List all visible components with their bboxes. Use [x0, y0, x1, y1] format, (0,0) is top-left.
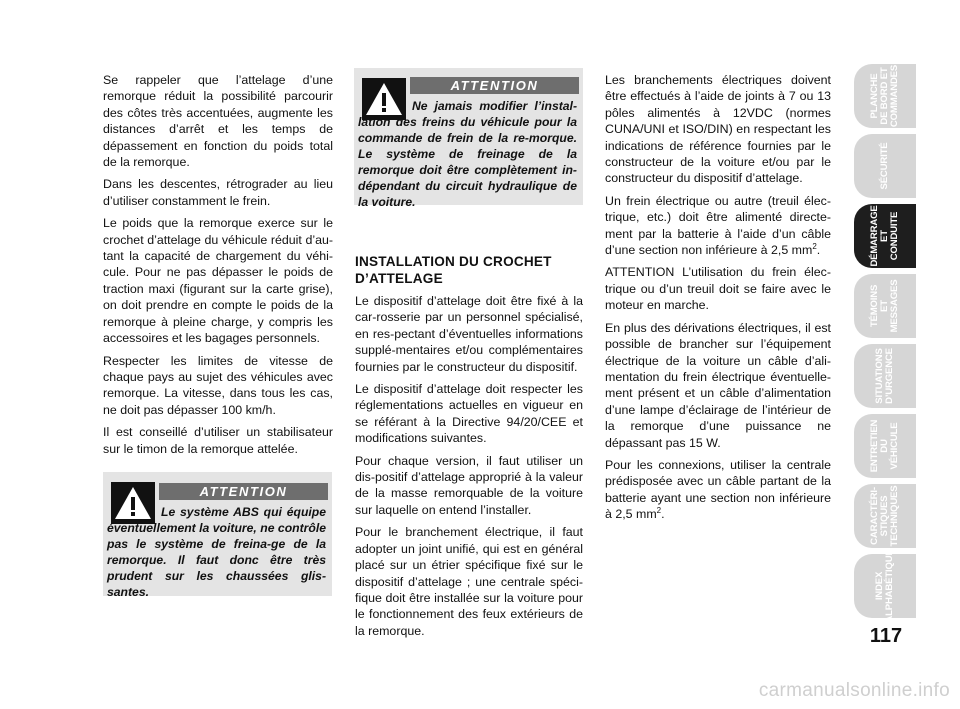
tab-label: PLANCHE DE BORD ET COMMANDES: [869, 64, 900, 128]
tab-label: TÉMOINS ET MESSAGES: [869, 279, 900, 333]
paragraph: En plus des dérivations électriques, il est possible de brancher sur l’équipement électrique de la voiture un câble d’ali-mentation du frein électrique éventuelle-ment présent et un câble d’alimentation d’une lampe d’éclairage de l’intérieur de la remorque d’une puissance ne dépassant pas 15 W.: [605, 320, 831, 450]
paragraph: Respecter les limites de vitesse de chaque pays au sujet des véhicules avec remorque. La vitesse, dans tous les cas, ne doit pas dépasser 100 km/h.: [103, 353, 333, 417]
warning-text: Ne jamais modifier l’instal-lation des freins du véhicule pour la commande de frein de la re-morque. Le système de freinage de la remorque doit être complètement in-dépendant du circuit hydraulique de la voiture.: [358, 99, 577, 209]
paragraph: Le dispositif d’attelage doit respecter les réglementations actuelles en vigueur en se référant à la Directive 94/20/CEE et modifications suivantes.: [355, 382, 583, 446]
paragraph: Pour chaque version, il faut utiliser un dis-positif d’attelage approprié à la valeur de la masse remorquable de la voiture sur laquelle on entend l’installer.: [355, 453, 583, 517]
tab-label: CARACTÉRI- STIQUES TECHNIQUES: [869, 485, 900, 547]
watermark: carmanualsonline.info: [758, 680, 950, 701]
superscript: 2: [812, 241, 817, 251]
warning-box-brakes: [354, 68, 583, 209]
paragraph: Se rappeler que l’attelage d’une remorque réduit la possibilité parcourir des côtes très accentuées, augmente les distances d’arrêt et les temps de dépassement en fonction du poids total de la remorque.: [103, 73, 333, 170]
tab-label: SÉCURITÉ: [879, 142, 890, 190]
tab-situations-durgence[interactable]: [854, 344, 916, 408]
tab-demarrage-et-conduite[interactable]: [854, 204, 916, 268]
paragraph-end: .: [661, 507, 665, 522]
paragraph: Dans les descentes, rétrograder au lieu d’utiliser constamment le frein.: [103, 177, 333, 208]
tab-index-alphabetique[interactable]: [854, 549, 916, 623]
tab-securite[interactable]: [854, 134, 916, 198]
paragraph: [605, 457, 831, 523]
paragraph: Le dispositif d’attelage doit être fixé à la car-rosserie par un personnel spécialisé, en res-pectant d’éventuelles informations supplé-mentaires et/ou complémentaires fournies par le constructeur du dispositif.: [355, 294, 583, 374]
tab-planche-de-bord[interactable]: [854, 64, 916, 128]
tab-caracteristiques-techniques[interactable]: [854, 484, 916, 548]
tab-label: ENTRETIEN DU VÉHICULE: [869, 419, 900, 473]
paragraph: Pour le branchement électrique, il faut adopter un joint unifié, qui est en général placé sur un étrier spécifique fixé sur le dispositif d’attelage ; une centrale spéci-fique doit être installée sur la voiture pour le fonctionnement des feux extérieurs de la remorque.: [355, 525, 583, 638]
paragraph-text: Pour les connexions, utiliser la centrale prédisposée avec un câble partant de la batterie ayant une section non inférieure à 2,5 mm: [605, 457, 831, 522]
tab-label: SITUATIONS D’URGENCE: [874, 348, 895, 404]
column-3: [605, 72, 831, 529]
paragraph: ATTENTION L’utilisation du frein élec-trique ou d’un treuil doit se faire avec le moteur en marche.: [605, 265, 831, 313]
superscript: 2: [656, 506, 662, 516]
tab-entretien-du-vehicule[interactable]: [854, 414, 916, 478]
column-1: [103, 72, 333, 463]
warning-box-abs: [103, 472, 332, 599]
paragraph-text: Un frein électrique ou autre (treuil élec-trique, etc.) doit être alimenté directe-ment par la batterie à l’aide d’un câble d’une section non inférieure à 2,5 mm: [605, 193, 831, 258]
page-number: 117: [869, 625, 903, 647]
tab-label: INDEX ALPHABÉTIQUE: [874, 549, 895, 623]
warning-label: ATTENTION: [159, 483, 328, 500]
tab-temoins-et-messages[interactable]: [854, 274, 916, 338]
warning-text: Le système ABS qui équipe éventuellement la voiture, ne contrôle pas le système de freina-ge de la remorque. Il faut donc être très prudent sur les chaussées glis-santes.: [107, 505, 326, 599]
warning-label: ATTENTION: [410, 77, 579, 94]
paragraph-end: .: [816, 243, 821, 258]
section-heading: INSTALLATION DU CROCHET D’ATTELAGE: [355, 254, 552, 286]
column-2: [355, 253, 583, 645]
paragraph: Il est conseillé d’utiliser un stabilisateur sur le timon de la remorque attelée.: [103, 425, 333, 456]
paragraph: [605, 193, 831, 259]
paragraph: Le poids que la remorque exerce sur le crochet d’attelage du véhicule réduit d’au-tant la capacité de chargement du véhi-cule. Pour ne pas dépasser le poids de traction maxi (figurant sur la carte grise), on doit prendre en compte le poids de la remorque à pleine charge, y compris les accessoires et les bagages personnels.: [103, 216, 333, 346]
tab-label: DÉMARRAGE ET CONDUITE: [869, 205, 900, 267]
chapter-tabs: [846, 64, 916, 624]
paragraph: Les branchements électriques doivent être effectués à l’aide de joints à 7 ou 13 pôles alimentés à 12VDC (normes CUNA/UNI et ISO/DIN) en respectant les indications de référence fournies par le constructeur de la voiture et/ou par le constructeur du dispositif d’attelage.: [605, 73, 831, 186]
